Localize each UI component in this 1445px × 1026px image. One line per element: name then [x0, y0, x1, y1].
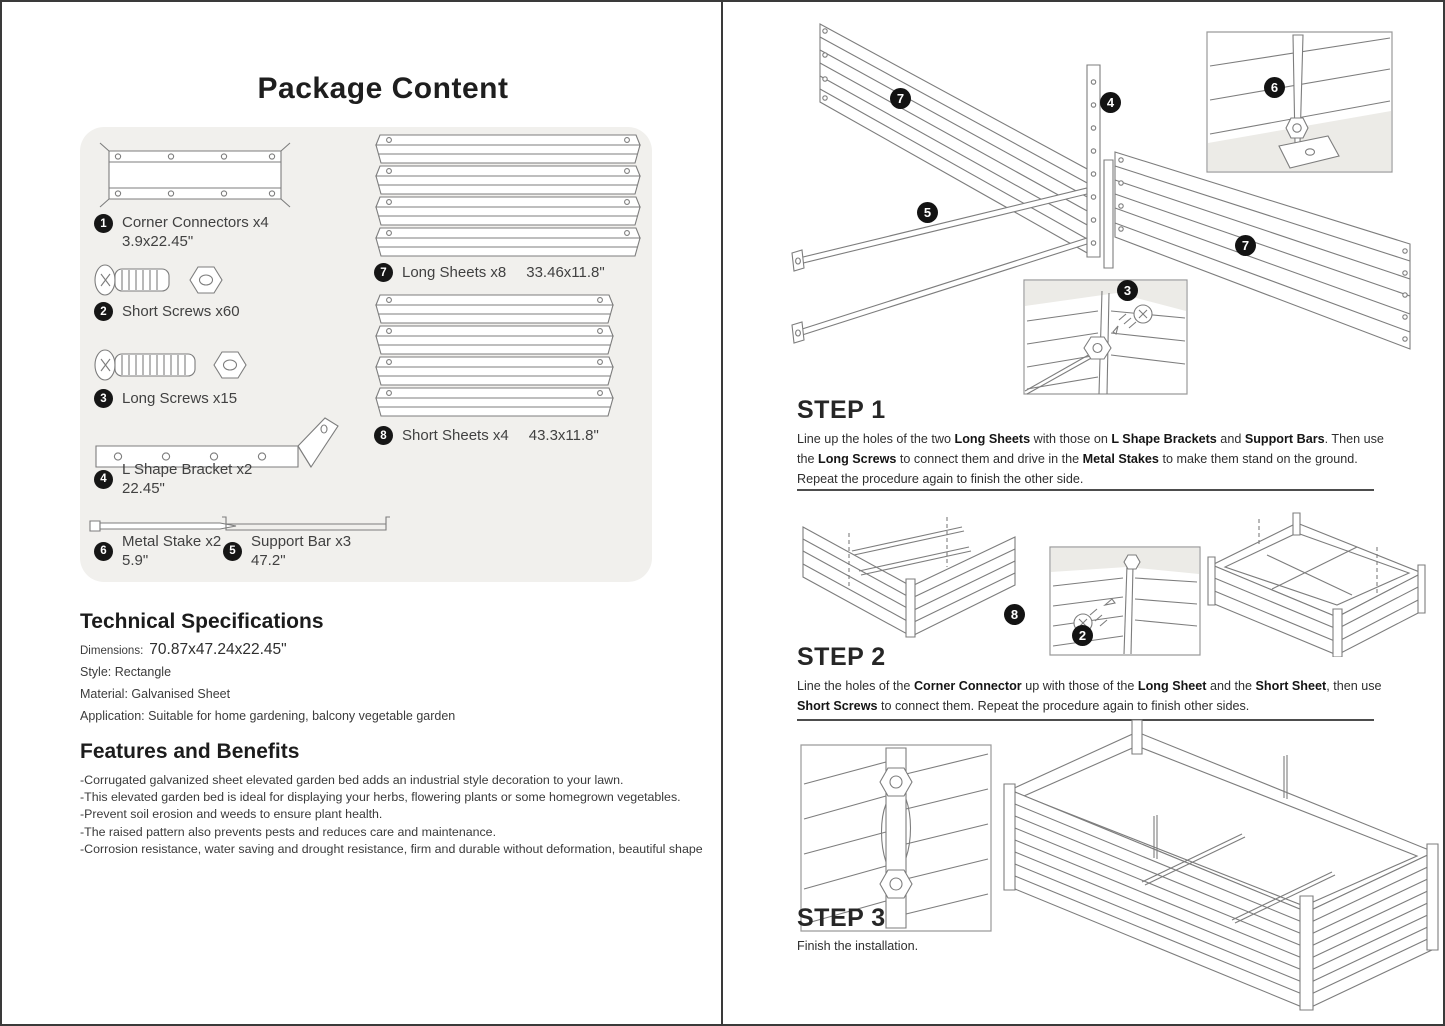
spec-row-dimensions [80, 641, 700, 659]
package-item [223, 532, 351, 570]
step2-heading: STEP 2 [797, 643, 886, 671]
callout-short-sheet: 8 [1004, 604, 1025, 625]
package-item [374, 426, 599, 445]
package-item [94, 532, 221, 570]
step1-heading: STEP 1 [797, 396, 886, 424]
dimensions-label: Dimensions: [80, 645, 144, 657]
feature-item: -Prevent soil erosion and weeds to ensure plant health. [80, 807, 383, 822]
step1-diagram-drawing [787, 10, 1437, 395]
step3-finished-bed [1002, 716, 1439, 1014]
callout-long-screw: 3 [1117, 280, 1138, 301]
item-number-badge: 8 [374, 426, 393, 445]
callout-long-sheet: 7 [890, 88, 911, 109]
package-item [94, 389, 237, 408]
step3-text: Finish the installation. [797, 939, 919, 953]
callout-support-bar: 5 [917, 202, 938, 223]
spec-row-application: Application: Suitable for home gardening, balcony vegetable garden [80, 709, 456, 723]
corner-connector-drawing [94, 140, 296, 212]
item-size: 47.2" [251, 552, 286, 569]
features-section [80, 740, 705, 858]
short-screw-drawing [90, 258, 240, 302]
item-label: Support Bar x3 [251, 533, 352, 550]
step3-heading: STEP 3 [797, 904, 886, 932]
item-number-badge: 2 [94, 302, 113, 321]
features-heading: Features and Benefits [80, 740, 300, 763]
package-item [94, 213, 269, 251]
technical-specifications-section [80, 610, 700, 725]
item-label: Corner Connectors x4 [122, 214, 269, 231]
page-title: Package Content [257, 72, 509, 105]
step2-diagram-drawing [797, 505, 1429, 657]
stake-detail-inset [1207, 32, 1392, 172]
item-number-badge: 6 [94, 542, 113, 561]
callout-long-sheet: 7 [1235, 235, 1256, 256]
item-label: Metal Stake x2 [122, 533, 222, 550]
step2-diagram [797, 505, 1429, 657]
assembled-frame-drawing [1208, 513, 1425, 657]
feature-item: -Corrugated galvanized sheet elevated garden bed adds an industrial style decoration to your lawn. [80, 773, 624, 787]
item-number-badge: 1 [94, 214, 113, 233]
short-sheets-drawing [372, 293, 617, 419]
dimensions-value: 70.87x47.24x22.45" [149, 641, 287, 658]
package-item [94, 302, 240, 321]
package-item [94, 460, 252, 498]
hex-bolt [1124, 555, 1140, 569]
item-label: Long Screws x15 [122, 390, 238, 407]
item-number-badge: 4 [94, 470, 113, 489]
item-size: 22.45" [122, 480, 165, 497]
feature-item: -Corrosion resistance, water saving and drought resistance, firm and durable without deformation, beautiful shape [80, 841, 703, 856]
finished-bed-drawing [1002, 716, 1439, 1014]
features-list [80, 772, 705, 858]
callout-l-bracket: 4 [1100, 92, 1121, 113]
callout-metal-stake: 6 [1264, 77, 1285, 98]
package-item [374, 263, 605, 282]
item-number-badge: 5 [223, 542, 242, 561]
feature-item: -The raised pattern also prevents pests and reduces care and maintenance. [80, 824, 497, 839]
item-size: 3.9x22.45" [122, 233, 194, 250]
spec-row-style: Style: Rectangle [80, 665, 172, 679]
item-size: 5.9" [122, 552, 149, 569]
package-content-panel [80, 127, 652, 582]
step1-text: Line up the holes of the two Long Sheets with those on L Shape Brackets and Support Bars. Then use the Long Screws to connect them and drive in the Metal Stakes to make them stand on the ground. Repeat the procedure again to finish the other side. [797, 432, 1384, 486]
item-size: 33.46x11.8" [526, 264, 605, 281]
item-size: 43.3x11.8" [528, 427, 599, 444]
column-divider [721, 2, 723, 1024]
section-divider [797, 489, 1374, 491]
item-label: Long Sheets x8 [402, 264, 507, 281]
step2-text: Line the holes of the Corner Connector up with those of the Long Sheet and the Short Sheet, then use Short Screws to connect them. Repeat the procedure again to finish other sides. [797, 679, 1382, 713]
long-screw-drawing [90, 343, 265, 387]
tech-specs-heading: Technical Specifications [80, 610, 324, 633]
item-label: Short Sheets x4 [402, 427, 509, 444]
item-number-badge: 7 [374, 263, 393, 282]
item-label: L Shape Bracket x2 [122, 461, 253, 478]
long-screw-detail-inset [1024, 280, 1187, 394]
feature-item: -This elevated garden bed is ideal for displaying your herbs, flowering plants or some homegrown vegetables. [80, 790, 681, 805]
item-label: Short Screws x60 [122, 303, 240, 320]
step1-diagram [787, 10, 1437, 395]
item-number-badge: 3 [94, 389, 113, 408]
partial-assembly-drawing [803, 517, 1015, 637]
callout-short-screw: 2 [1072, 625, 1093, 646]
spec-row-material: Material: Galvanised Sheet [80, 687, 231, 701]
long-sheets-drawing [372, 133, 644, 259]
